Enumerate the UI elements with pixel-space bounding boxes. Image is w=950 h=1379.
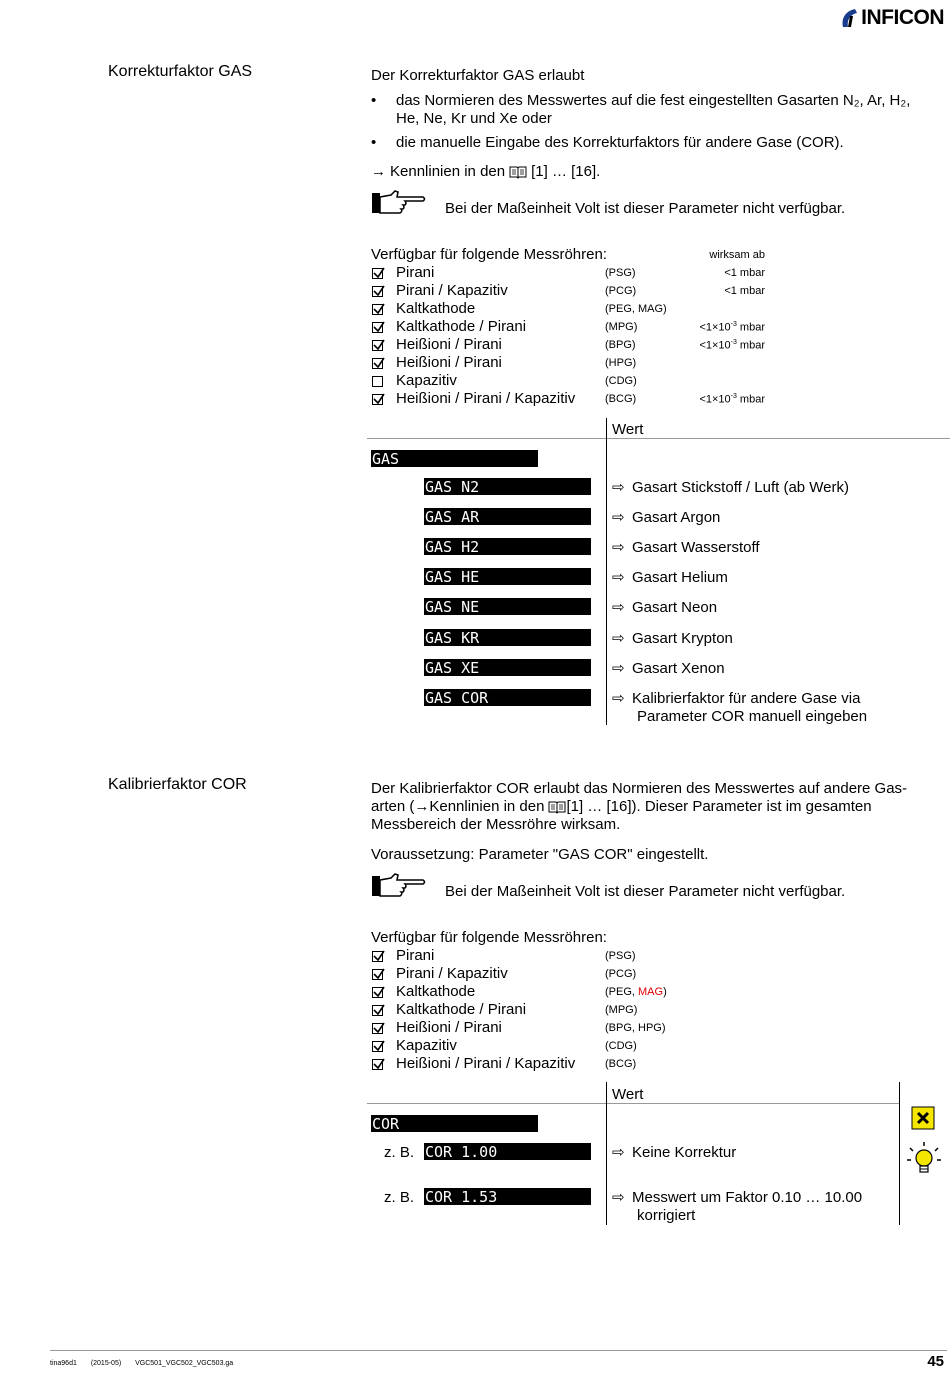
bullet-dot-icon: • <box>371 134 377 151</box>
gas-bullet-2: • die manuelle Eingabe des Korrekturfaktors für andere Gase (COR). <box>371 134 844 151</box>
tube-effective: $<1\times 10^{-3}$ mbar <box>699 321 765 334</box>
cor-tubes-heading: Verfügbar für folgende Messröhren: <box>371 929 607 946</box>
cor-example-display: COR 1.00 <box>424 1143 591 1160</box>
cor-table-right-vline <box>899 1082 900 1225</box>
tube-name: Kaltkathode / Pirani <box>396 318 527 335</box>
cor-section-title: Kalibrierfaktor COR <box>108 776 247 793</box>
cor-para-1: Der Kalibrierfaktor COR erlaubt das Normieren des Messwertes auf andere Gas- arten ( → Kennlinien in den [1] … [16]). Dieser Parameter ist im gesamten Messbereich der Messröhre wirksam. <box>371 780 908 833</box>
tube-effective: $<1\times 10^{-3}$ mbar <box>699 339 765 352</box>
tube-effective: <1 mbar <box>724 285 765 297</box>
gas-option-desc: ⇨ Gasart Neon <box>612 599 718 617</box>
checkbox-checked-icon <box>372 304 383 315</box>
page-number: 45 <box>927 1353 944 1370</box>
tube-code: (PCG) <box>605 285 637 297</box>
tube-name: Heißioni / Pirani <box>396 1019 502 1036</box>
gas-tubes-heading: Verfügbar für folgende Messröhren: <box>371 246 607 263</box>
gas-option-desc: ⇨ Gasart Argon <box>612 509 721 527</box>
right-arrow-icon: ⇨ <box>612 539 625 557</box>
gas-table-vline <box>606 418 607 725</box>
pointing-hand-icon <box>371 872 427 904</box>
gas-bullet-1: • das Normieren des Messwertes auf die fest eingestellten Gasarten N₂, Ar, H₂, He, Ne, Kr und Xe oder <box>371 92 911 127</box>
tube-code: (PEG, MAG) <box>605 303 667 315</box>
inficon-logo <box>839 6 944 30</box>
tube-code: (MPG) <box>605 1004 638 1016</box>
right-arrow-icon: ⇨ <box>612 599 625 617</box>
checkbox-checked-icon <box>372 1023 383 1034</box>
checkbox-checked-icon <box>372 951 383 962</box>
cor-example-display: COR 1.53 <box>424 1188 591 1205</box>
gas-option-display: GAS N2 <box>424 478 591 495</box>
gas-option-display: GAS XE <box>424 659 591 676</box>
tube-code: (BCG) <box>605 393 637 405</box>
gas-intro: Der Korrekturfaktor GAS erlaubt <box>371 67 585 84</box>
gas-option-desc: ⇨ Gasart Stickstoff / Luft (ab Werk) <box>612 479 850 496</box>
footer-info <box>50 1360 245 1367</box>
tube-name: Pirani / Kapazitiv <box>396 282 508 299</box>
tube-code: (PCG) <box>605 968 637 980</box>
cor-table-divider <box>367 1103 900 1104</box>
tube-code: (BCG) <box>605 1058 637 1070</box>
footer-file: VGC501_VGC502_VGC503.ga <box>135 1360 234 1367</box>
tube-name: Heißioni / Pirani / Kapazitiv <box>396 1055 576 1072</box>
tube-code: (PSG) <box>605 950 636 962</box>
gas-table-divider <box>367 438 950 439</box>
tube-code: (BPG, HPG) <box>605 1022 666 1034</box>
right-arrow-icon: ⇨ <box>612 569 625 587</box>
book-icon <box>548 800 566 814</box>
tube-code: (PEG, MAG) <box>605 986 667 998</box>
book-icon <box>509 165 527 179</box>
gas-option-desc: ⇨ Gasart Krypton <box>612 629 733 647</box>
checkbox-checked-icon <box>372 322 383 333</box>
tube-name: Heißioni / Pirani / Kapazitiv <box>396 390 576 407</box>
checkbox-checked-icon <box>372 358 383 369</box>
checkbox-checked-icon <box>372 340 383 351</box>
checkbox-empty-icon <box>372 376 383 387</box>
gas-option-display: GAS KR <box>424 629 591 646</box>
right-arrow-icon: ⇨ <box>612 479 625 496</box>
tube-code: (MPG) <box>605 321 638 333</box>
tube-name: Heißioni / Pirani <box>396 336 502 353</box>
gas-param-display: GAS <box>371 450 538 467</box>
checkbox-checked-icon <box>372 1005 383 1016</box>
ref-arrow: → <box>414 798 430 815</box>
gas-option-desc: ⇨ Kalibrierfaktor für andere Gase via Parameter COR manuell eingeben <box>612 689 868 725</box>
checkbox-checked-icon <box>372 1041 383 1052</box>
gas-note: Bei der Maßeinheit Volt ist dieser Parameter nicht verfügbar. <box>445 200 846 217</box>
checkbox-checked-icon <box>372 268 383 279</box>
gas-section-title: Korrekturfaktor GAS <box>108 63 253 80</box>
cor-prerequisite: Voraussetzung: Parameter "GAS COR" eingestellt. <box>371 846 709 863</box>
right-arrow-icon: ⇨ <box>612 629 625 647</box>
gas-option-desc: ⇨ Gasart Xenon <box>612 659 725 677</box>
enter-key-icon <box>911 1106 935 1134</box>
right-arrow-icon: ⇨ <box>612 1189 625 1206</box>
checkbox-checked-icon <box>372 1059 383 1070</box>
footer-doc-id: tina96d1 <box>50 1360 77 1367</box>
gas-option-display: GAS COR <box>424 689 591 706</box>
gas-option-display: GAS H2 <box>424 538 591 555</box>
tube-code: (BPG) <box>605 339 636 351</box>
inficon-logo-icon <box>839 7 859 29</box>
ref-arrow: → <box>371 163 386 180</box>
footer-date: (2015-05) <box>90 1360 122 1367</box>
tube-name: Pirani <box>396 264 435 281</box>
ref-text: Kennlinien in den <box>390 163 506 180</box>
pointing-hand-icon <box>371 189 427 221</box>
effective-heading: wirksam ab <box>709 249 765 261</box>
tube-name: Pirani / Kapazitiv <box>396 965 508 982</box>
tube-name: Kaltkathode <box>396 300 476 317</box>
checkbox-checked-icon <box>372 969 383 980</box>
logo-text: INFICON <box>861 6 944 29</box>
light-bulb-icon <box>905 1140 943 1182</box>
gas-option-desc: ⇨ Gasart Wasserstoff <box>612 539 760 557</box>
footer-divider <box>50 1350 947 1351</box>
tube-code: (HPG) <box>605 357 637 369</box>
checkbox-checked-icon <box>372 987 383 998</box>
tube-code: (CDG) <box>605 1040 637 1052</box>
cor-table-vline <box>606 1082 607 1225</box>
gas-option-display: GAS NE <box>424 598 591 615</box>
gas-option-display: GAS HE <box>424 568 591 585</box>
gas-reference <box>371 163 600 181</box>
gas-value-heading: Wert <box>612 421 644 438</box>
right-arrow-icon: ⇨ <box>612 659 625 677</box>
gas-option-display: GAS AR <box>424 508 591 525</box>
checkbox-checked-icon <box>372 394 383 405</box>
cor-note: Bei der Maßeinheit Volt ist dieser Parameter nicht verfügbar. <box>445 883 846 900</box>
tube-name: Heißioni / Pirani <box>396 354 502 371</box>
tube-name: Kapazitiv <box>396 372 457 389</box>
checkbox-checked-icon <box>372 286 383 297</box>
ref-range: [1] … [16]. <box>531 163 601 180</box>
bullet-dot-icon: • <box>371 92 377 109</box>
gas-option-desc: ⇨ Gasart Helium <box>612 569 728 587</box>
tube-effective: $<1\times 10^{-3}$ mbar <box>699 393 765 406</box>
cor-value-heading: Wert <box>612 1086 644 1103</box>
tube-code: (PSG) <box>605 267 636 279</box>
cor-example-desc: ⇨ Keine Korrektur <box>612 1144 737 1161</box>
cor-example-desc: ⇨ Messwert um Faktor 0.10 … 10.00 korrigiert <box>612 1189 863 1224</box>
tube-name: Kaltkathode <box>396 983 476 1000</box>
tube-name: Kaltkathode / Pirani <box>396 1001 527 1018</box>
example-prefix: z. B. <box>384 1189 415 1206</box>
right-arrow-icon: ⇨ <box>612 509 625 527</box>
tube-code: (CDG) <box>605 375 637 387</box>
right-arrow-icon: ⇨ <box>612 1144 625 1161</box>
tube-name: Kapazitiv <box>396 1037 457 1054</box>
tube-effective: <1 mbar <box>724 267 765 279</box>
tube-name: Pirani <box>396 947 435 964</box>
example-prefix: z. B. <box>384 1144 415 1161</box>
cor-param-display: COR <box>371 1115 538 1132</box>
right-arrow-icon: ⇨ <box>612 689 625 707</box>
